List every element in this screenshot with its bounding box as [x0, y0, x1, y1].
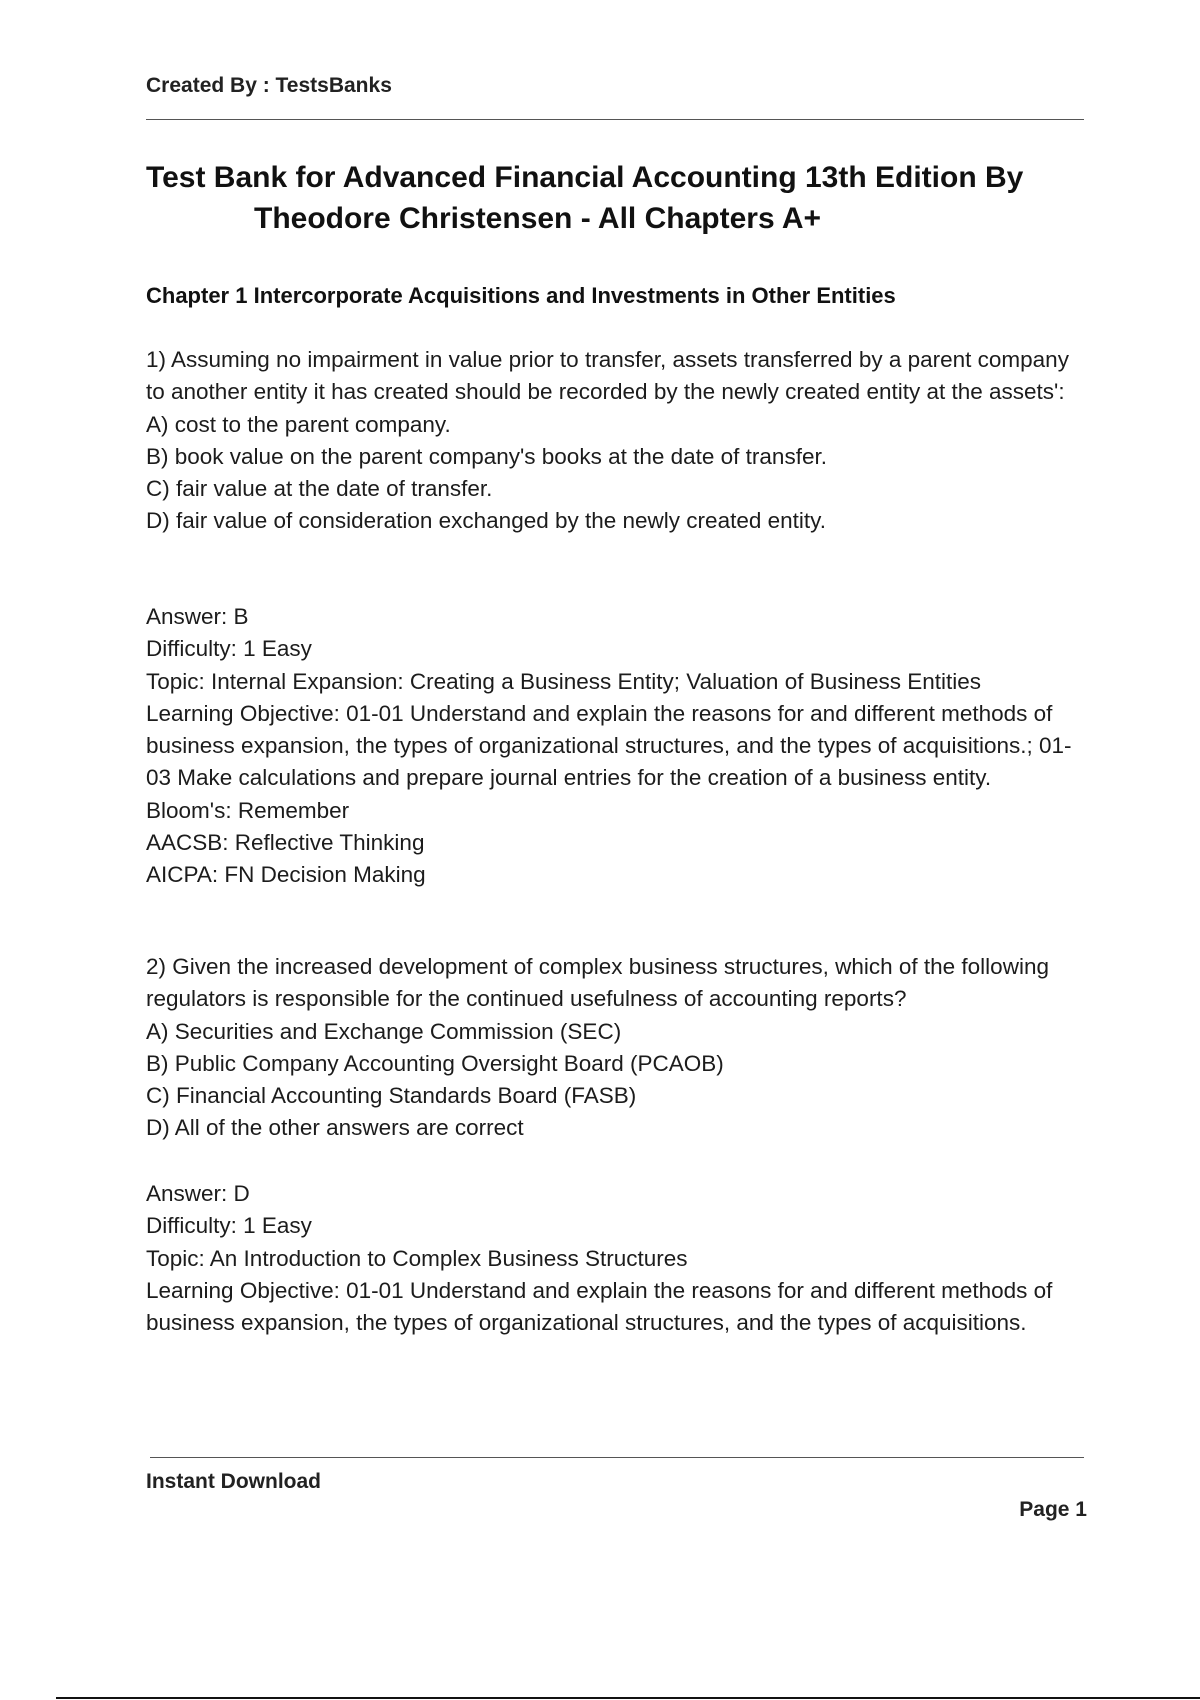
- topic: Topic: An Introduction to Complex Business Structures: [146, 1245, 688, 1271]
- blooms: Bloom's: Remember: [146, 797, 350, 823]
- difficulty: Difficulty: 1 Easy: [146, 636, 312, 662]
- learning-objective: Learning Objective: 01-01 Understand and explain the reasons for and different methods of business expansion, the types of organizational structures, and the types of acquisitions.; 01-03 Make calculations and prepare journal entries for the creation of a business entity.: [146, 700, 1072, 791]
- page-bottom-edge: [56, 1697, 1200, 1699]
- answer: Answer: B: [146, 604, 249, 629]
- document-title: [146, 157, 1096, 239]
- topic: Topic: Internal Expansion: Creating a Business Entity; Valuation of Business Entities: [146, 668, 982, 694]
- option-d: D) fair value of consideration exchanged by the newly created entity.: [146, 508, 826, 534]
- learning-objective: Learning Objective: 01-01 Understand and explain the reasons for and different methods of business expansion, the types of organizational structures, and the types of acquisitions.: [146, 1277, 1053, 1336]
- page-number: Page 1: [1019, 1498, 1087, 1521]
- option-a: A) Securities and Exchange Commission (SEC): [146, 1018, 622, 1044]
- question-2: [146, 951, 1086, 1145]
- option-d: D) All of the other answers are correct: [146, 1115, 524, 1141]
- option-b: B) book value on the parent company's books at the date of transfer.: [146, 443, 827, 469]
- aacsb: AACSB: Reflective Thinking: [146, 830, 425, 856]
- title-line-1: Test Bank for Advanced Financial Accounting 13th Edition By: [146, 161, 1024, 194]
- question-stem: 1) Assuming no impairment in value prior to transfer, assets transferred by a parent company to another entity it has created should be recorded by the newly created entity at the assets':: [146, 347, 1069, 405]
- option-c: C) fair value at the date of transfer.: [146, 476, 493, 502]
- chapter-heading: Chapter 1 Intercorporate Acquisitions and Investments in Other Entities: [146, 283, 896, 308]
- title-line-2: Theodore Christensen - All Chapters A+: [254, 202, 822, 235]
- aicpa: AICPA: FN Decision Making: [146, 862, 426, 888]
- question-stem: 2) Given the increased development of complex business structures, which of the following regulators is responsible for the continued usefulness of accounting reports?: [146, 954, 1049, 1012]
- footer-divider: [150, 1457, 1084, 1458]
- difficulty: Difficulty: 1 Easy: [146, 1213, 312, 1239]
- answer-block-1: [146, 601, 1086, 892]
- answer: Answer: D: [146, 1181, 250, 1206]
- option-c: C) Financial Accounting Standards Board (FASB): [146, 1083, 637, 1109]
- option-b: B) Public Company Accounting Oversight Board (PCAOB): [146, 1050, 724, 1076]
- question-1: [146, 344, 1086, 538]
- instant-download-label: Instant Download: [146, 1470, 321, 1493]
- option-a: A) cost to the parent company.: [146, 411, 451, 437]
- header-divider: [146, 119, 1084, 120]
- answer-block-2: [146, 1178, 1086, 1339]
- created-by-header: Created By : TestsBanks: [146, 74, 392, 97]
